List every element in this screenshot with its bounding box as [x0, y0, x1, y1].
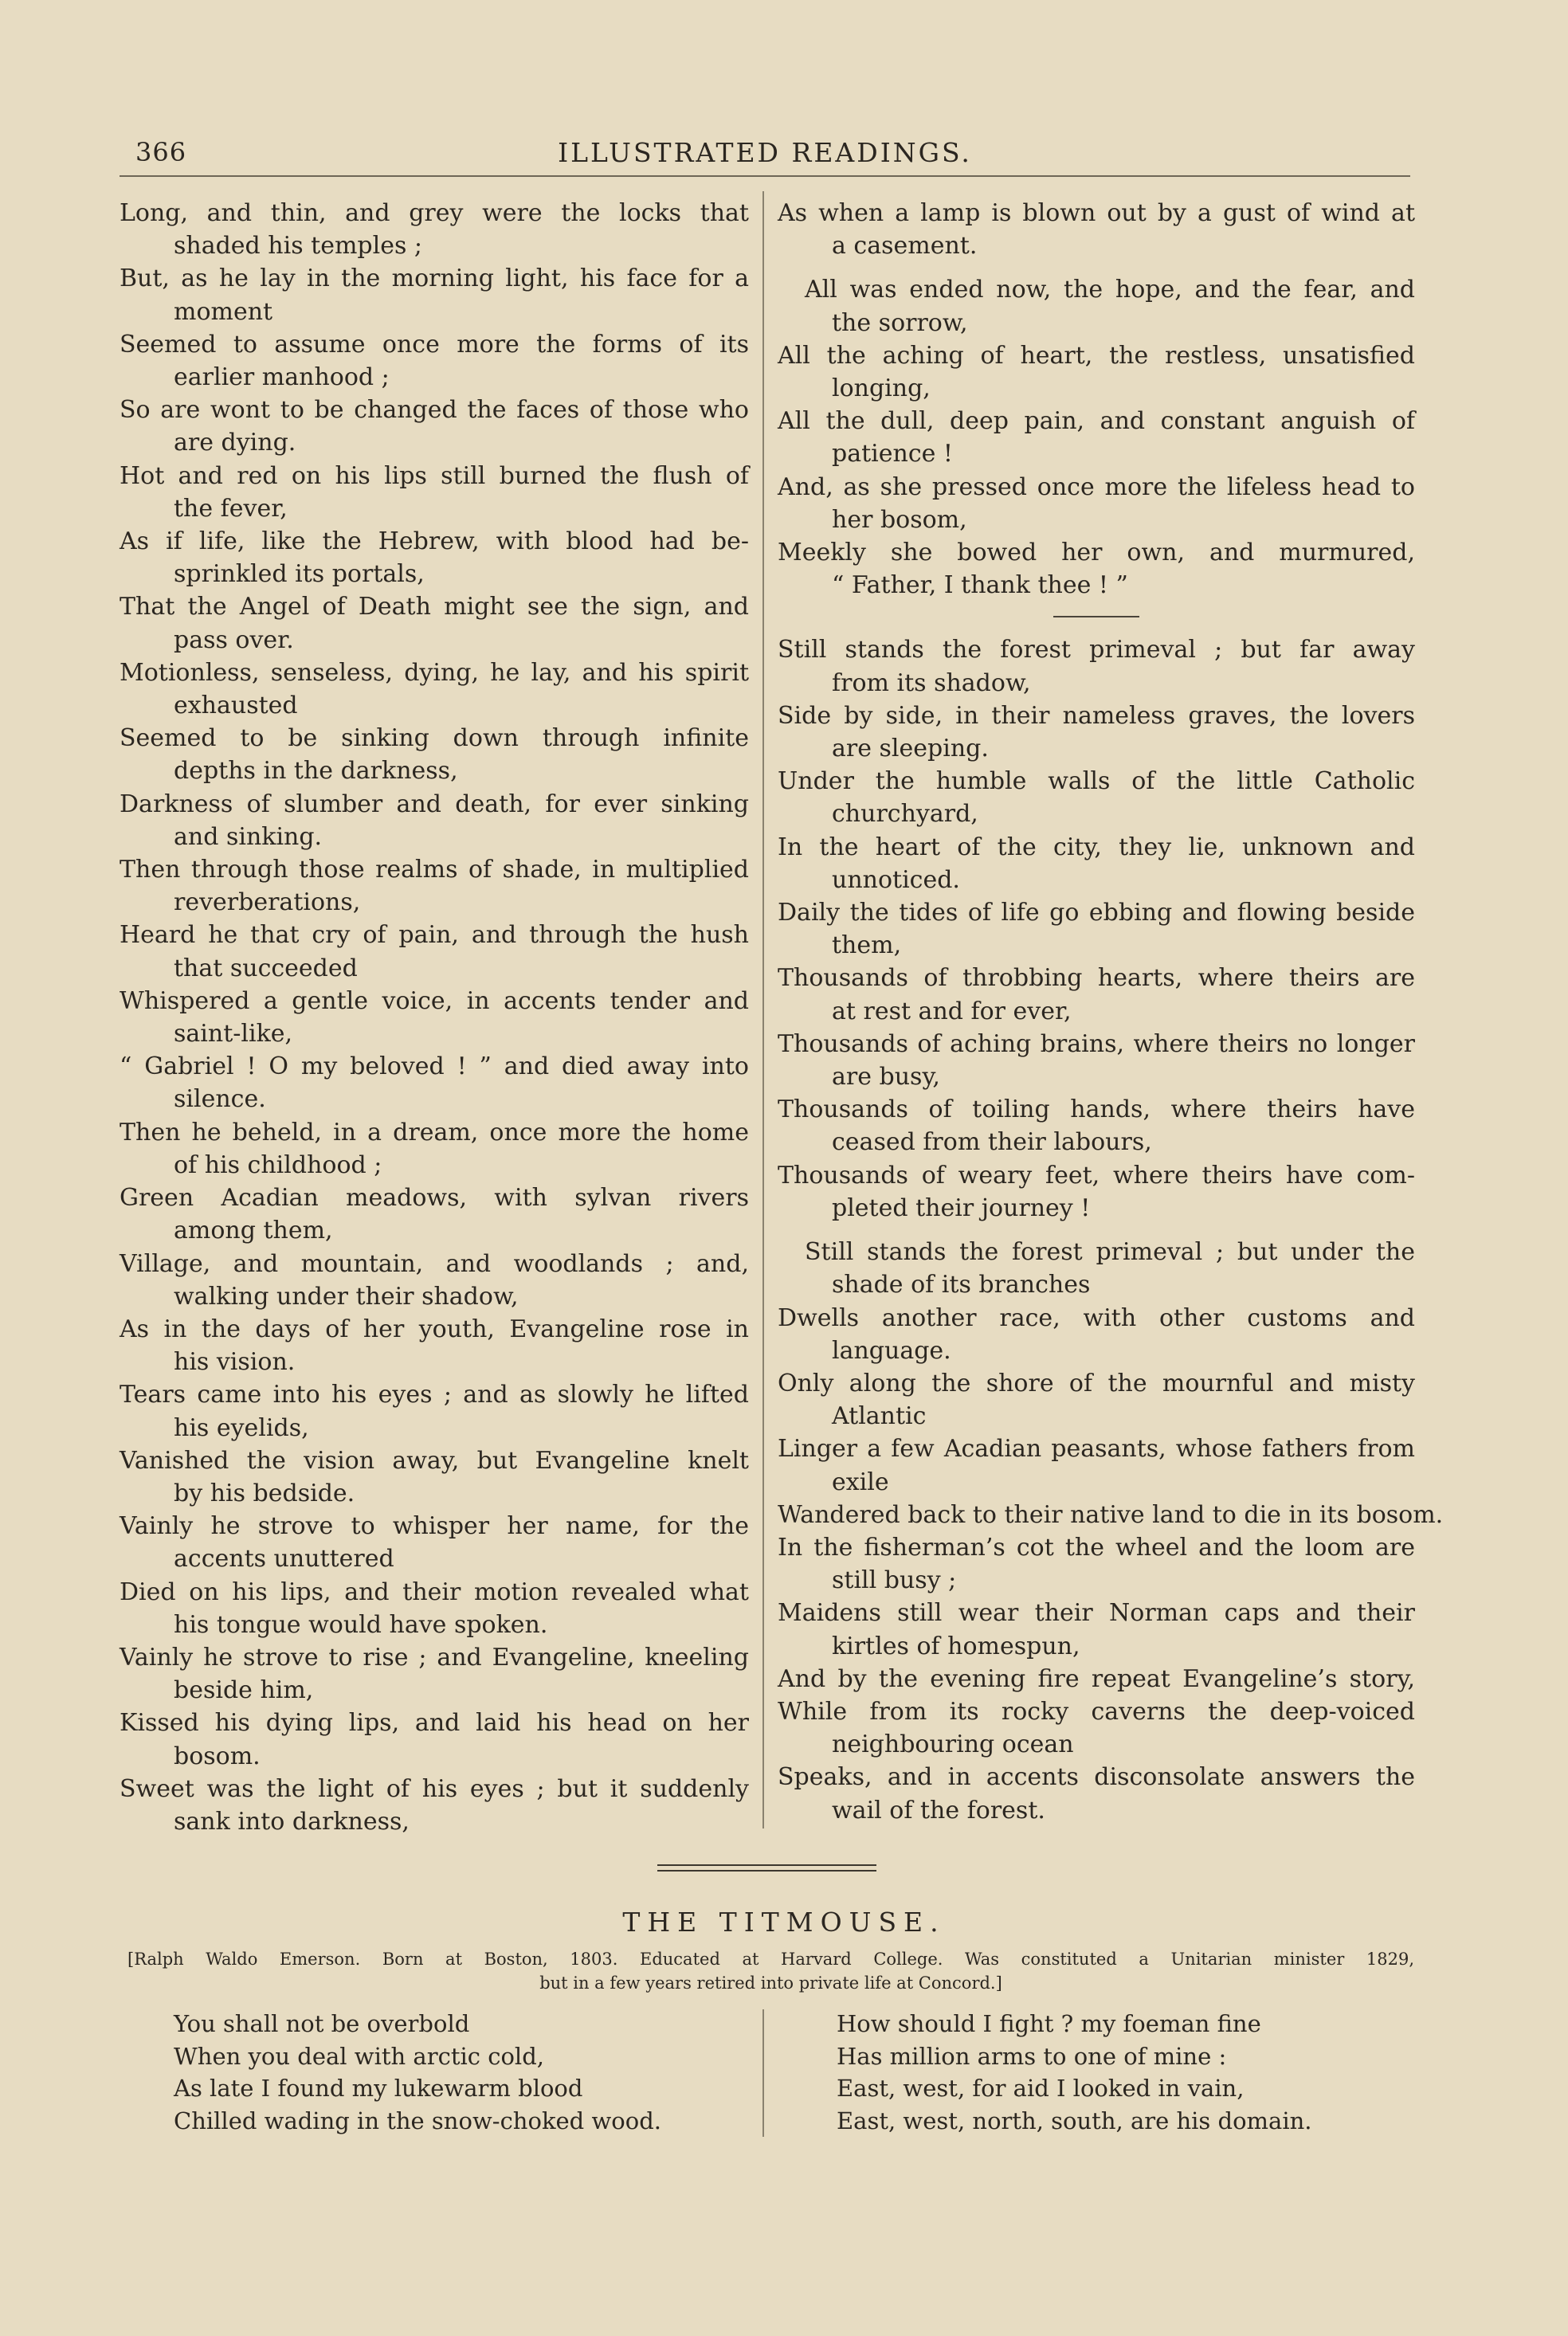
- verse-line: Then through those realms of shade, in multiplied: [120, 856, 749, 884]
- verse-line: Still stands the forest primeval ; but far away: [778, 636, 1415, 664]
- verse-line: Still stands the forest primeval ; but under the: [805, 1238, 1415, 1267]
- verse-line: sank into darkness,: [174, 1807, 410, 1836]
- verse-line: kirtles of homespun,: [832, 1632, 1080, 1660]
- verse-line: Vainly he strove to rise ; and Evangeline, kneeling: [120, 1643, 749, 1672]
- verse-line: the sorrow,: [832, 308, 968, 337]
- verse-line: Died on his lips, and their motion revealed what: [120, 1578, 749, 1606]
- verse-line: longing,: [832, 374, 931, 403]
- verse-line: his vision.: [174, 1348, 296, 1377]
- verse-line: Linger a few Acadian peasants, whose fathers from: [778, 1435, 1415, 1464]
- verse-line: Thousands of toiling hands, where theirs have: [778, 1095, 1415, 1124]
- verse-line: depths in the darkness,: [174, 757, 458, 786]
- verse-line: Village, and mountain, and woodlands ; and,: [120, 1249, 749, 1278]
- verse-line: In the heart of the city, they lie, unknown and: [778, 833, 1415, 861]
- verse-line: Atlantic: [832, 1402, 927, 1431]
- verse-line: among them,: [174, 1217, 333, 1245]
- poem-column-divider: [762, 2009, 764, 2137]
- poem-title: THE TITMOUSE.: [622, 1907, 946, 1938]
- verse-line: wail of the forest.: [832, 1796, 1045, 1825]
- right-column-stanzas: [778, 197, 1415, 602]
- verse-line: Under the humble walls of the little Catholic: [778, 767, 1415, 796]
- poem-left-stanza: [174, 2008, 731, 2137]
- verse-line: the fever,: [174, 494, 288, 523]
- poem-line: How should I fight ? my foeman fine: [837, 2010, 1261, 2037]
- verse-line: by his bedside.: [174, 1479, 355, 1507]
- verse-line: are sleeping.: [832, 735, 989, 763]
- verse-line: pass over.: [174, 625, 294, 654]
- poem-line: When you deal with arctic cold,: [174, 2042, 544, 2070]
- left-column: [120, 197, 749, 1838]
- verse-line: Tears came into his eyes ; and as slowly he lifted: [120, 1381, 749, 1409]
- verse-line: churchyard,: [832, 800, 978, 829]
- verse-line: Side by side, in their nameless graves, the lovers: [778, 701, 1415, 730]
- verse-line: Hot and red on his lips still burned the flush of: [120, 461, 749, 490]
- double-rule-bottom: [657, 1870, 876, 1872]
- stanza-gap: [778, 262, 1415, 273]
- verse-line: Thousands of throbbing hearts, where theirs are: [778, 964, 1415, 993]
- verse-line: Motionless, senseless, dying, he lay, and his spirit: [120, 658, 749, 687]
- column-divider: [762, 191, 764, 1828]
- right-column-closing: [778, 633, 1444, 1826]
- verse-line: moment: [174, 297, 273, 326]
- verse-line: bosom.: [174, 1742, 261, 1770]
- verse-line: Kissed his dying lips, and laid his head on her: [120, 1709, 749, 1738]
- verse-line: “ Father, I thank thee ! ”: [832, 571, 1128, 600]
- verse-line: Seemed to assume once more the forms of its: [120, 330, 749, 359]
- section-separator: [1053, 616, 1139, 617]
- page-number: 366: [135, 137, 187, 167]
- poem-line: You shall not be overbold: [174, 2010, 470, 2037]
- verse-line: Maidens still wear their Norman caps and their: [778, 1599, 1415, 1628]
- verse-line: Speaks, and in accents disconsolate answers the: [778, 1763, 1415, 1792]
- verse-line: All the dull, deep pain, and constant anguish of: [778, 407, 1415, 436]
- verse-line: walking under their shadow,: [174, 1282, 519, 1311]
- verse-line: shade of its branches: [832, 1271, 1091, 1299]
- verse-line: them,: [832, 931, 902, 960]
- verse-line: As in the days of her youth, Evangeline rose in: [120, 1315, 749, 1343]
- verse-line: his eyelids,: [174, 1413, 309, 1442]
- verse-line: saint-like,: [174, 1020, 293, 1048]
- double-rule-top: [657, 1864, 876, 1866]
- verse-line: a casement.: [832, 232, 978, 261]
- verse-line: Green Acadian meadows, with sylvan rivers: [120, 1184, 749, 1213]
- verse-line: her bosom,: [832, 505, 967, 534]
- author-bio-line-2: but in a few years retired into private life at Concord.]: [539, 1973, 1002, 1993]
- verse-line: are busy,: [832, 1063, 940, 1092]
- verse-line: of his childhood ;: [174, 1150, 382, 1179]
- verse-line: In the fisherman’s cot the wheel and the loom are: [778, 1533, 1415, 1562]
- verse-line: ceased from their labours,: [832, 1128, 1152, 1157]
- poem-right-stanza: [837, 2008, 1410, 2137]
- verse-line: Thousands of weary feet, where theirs have com-: [778, 1161, 1415, 1190]
- verse-line: As if life, like the Hebrew, with blood had be-: [120, 527, 749, 556]
- running-title: ILLUSTRATED READINGS.: [558, 137, 972, 168]
- verse-line: Seemed to be sinking down through infinite: [120, 724, 749, 753]
- verse-line: And by the evening fire repeat Evangeline’s story,: [778, 1664, 1415, 1693]
- verse-line: sprinkled its portals,: [174, 560, 425, 589]
- verse-line: But, as he lay in the morning light, his face for a: [120, 265, 749, 293]
- verse-line: So are wont to be changed the faces of those who: [120, 396, 749, 425]
- verse-line: at rest and for ever,: [832, 997, 1072, 1025]
- verse-line: Vainly he strove to whisper her name, for the: [120, 1512, 749, 1541]
- verse-line: Darkness of slumber and death, for ever sinking: [120, 790, 749, 818]
- verse-line: “ Gabriel ! O my beloved ! ” and died away into: [120, 1052, 749, 1081]
- verse-line: Whispered a gentle voice, in accents tender and: [120, 986, 749, 1015]
- verse-line: reverberations,: [174, 888, 361, 917]
- verse-line: That the Angel of Death might see the sign, and: [120, 593, 749, 621]
- page-header: [120, 134, 1410, 177]
- verse-line: Wandered back to their native land to die in its bosom.: [778, 1500, 1444, 1529]
- verse-line: Thousands of aching brains, where theirs no longer: [778, 1029, 1415, 1058]
- verse-line: exhausted: [174, 692, 298, 720]
- verse-line: Then he beheld, in a dream, once more the home: [120, 1118, 749, 1146]
- verse-line: still busy ;: [832, 1566, 957, 1595]
- verse-line: that succeeded: [174, 954, 358, 982]
- verse-line: All the aching of heart, the restless, unsatisfied: [778, 341, 1415, 370]
- verse-line: his tongue would have spoken.: [174, 1610, 548, 1639]
- verse-line: All was ended now, the hope, and the fear, and: [805, 276, 1415, 304]
- poem-line: Has million arms to one of mine :: [837, 2042, 1227, 2070]
- verse-line: and sinking.: [174, 822, 323, 851]
- verse-line: Heard he that cry of pain, and through the hush: [120, 921, 749, 950]
- poem-line: East, west, north, south, are his domain.: [837, 2107, 1312, 2134]
- verse-line: While from its rocky caverns the deep-voiced: [778, 1697, 1415, 1726]
- verse-line: Meekly she bowed her own, and murmured,: [778, 539, 1415, 567]
- verse-line: language.: [832, 1336, 951, 1365]
- verse-line: Daily the tides of life go ebbing and flowing beside: [778, 899, 1415, 927]
- poem-line: East, west, for aid I looked in vain,: [837, 2075, 1245, 2102]
- verse-line: Long, and thin, and grey were the locks that: [120, 199, 749, 227]
- verse-line: exile: [832, 1468, 889, 1496]
- verse-line: earlier manhood ;: [174, 363, 390, 392]
- verse-line: Only along the shore of the mournful and misty: [778, 1369, 1415, 1397]
- verse-line: patience !: [832, 440, 953, 468]
- verse-line: As when a lamp is blown out by a gust of wind at: [778, 199, 1415, 227]
- verse-line: shaded his temples ;: [174, 232, 422, 261]
- verse-line: accents unuttered: [174, 1545, 394, 1574]
- verse-line: are dying.: [174, 429, 296, 457]
- verse-line: unnoticed.: [832, 865, 960, 894]
- verse-line: silence.: [174, 1085, 266, 1114]
- verse-line: Sweet was the light of his eyes ; but it suddenly: [120, 1774, 749, 1803]
- verse-line: Dwells another race, with other customs and: [778, 1303, 1415, 1332]
- verse-line: pleted their journey !: [832, 1193, 1091, 1222]
- verse-line: neighbouring ocean: [832, 1730, 1074, 1759]
- verse-line: from its shadow,: [832, 668, 1031, 697]
- author-bio-line-1: [Ralph Waldo Emerson. Born at Boston, 1803. Educated at Harvard College. Was constituted a Unitarian minister 1829,: [127, 1950, 1414, 1969]
- verse-line: And, as she pressed once more the lifeless head to: [778, 472, 1415, 501]
- poem-line: Chilled wading in the snow-choked wood.: [174, 2107, 661, 2134]
- right-column: [778, 197, 1444, 1827]
- verse-line: beside him,: [174, 1676, 314, 1705]
- stanza-gap: [778, 1225, 1415, 1236]
- verse-line: Vanished the vision away, but Evangeline knelt: [120, 1446, 749, 1475]
- poem-line: As late I found my lukewarm blood: [174, 2075, 583, 2102]
